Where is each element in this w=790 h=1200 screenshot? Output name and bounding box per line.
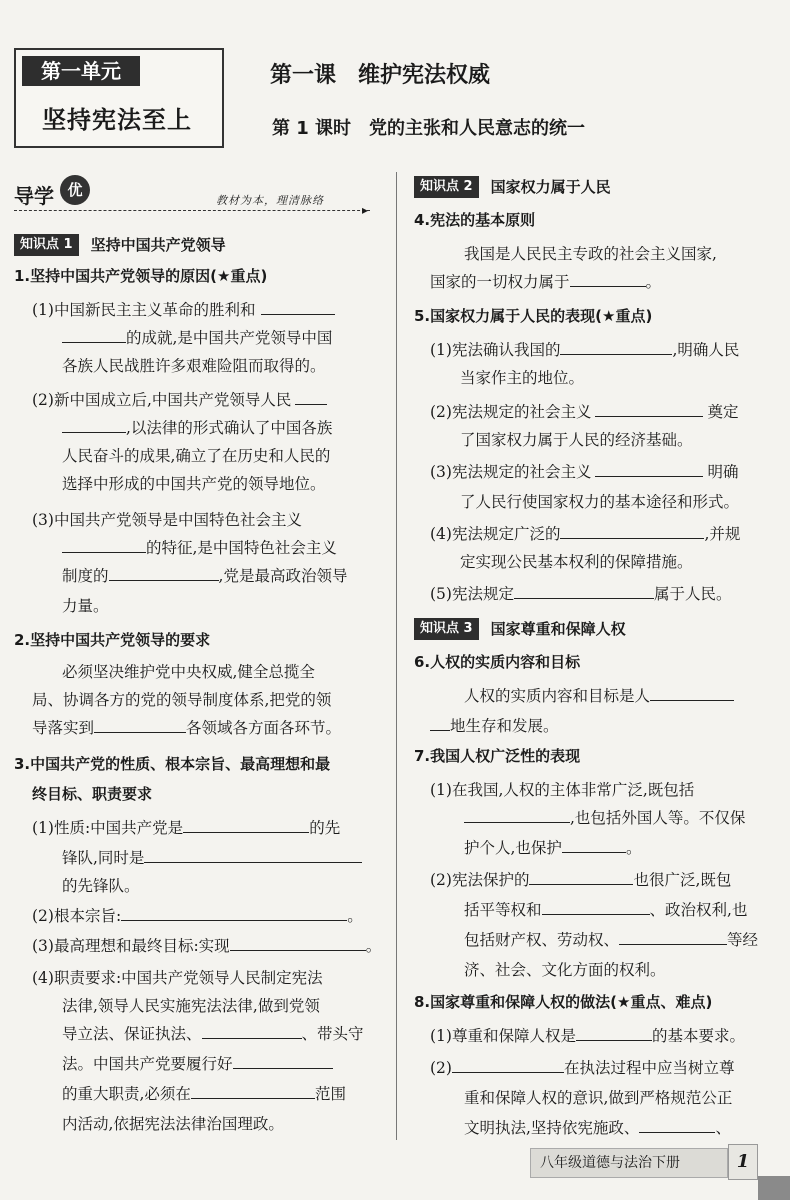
heading-2: 2.坚持中国共产党领导的要求 <box>14 631 211 649</box>
text-line: 力量。 <box>62 597 109 615</box>
fill-blank[interactable] <box>109 564 219 581</box>
fill-blank[interactable] <box>452 1056 564 1073</box>
fill-blank[interactable] <box>560 522 704 539</box>
fill-blank[interactable] <box>191 1082 315 1099</box>
text-line: 了人民行使国家权力的基本途径和形式。 <box>460 493 740 511</box>
text-line: (2)新中国成立后,中国共产党领导人民 <box>32 388 327 412</box>
unit-box <box>14 48 224 148</box>
heading-8: 8.国家尊重和保障人权的做法(★重点、难点) <box>414 993 713 1011</box>
book-title: 八年级道德与法治下册 <box>540 1155 680 1171</box>
fill-blank[interactable] <box>570 270 646 287</box>
text-line: (3)宪法规定的社会主义 明确 <box>430 460 738 484</box>
text-line: 的特征,是中国特色社会主义 <box>62 536 337 560</box>
text-line: 法律,领导人民实施宪法法律,做到党领 <box>62 997 320 1015</box>
text-line: (2)宪法保护的 也很广泛,既包 <box>430 868 731 892</box>
fill-blank[interactable] <box>514 582 654 599</box>
text-line: (2) 在执法过程中应当树立尊 <box>430 1056 734 1080</box>
text-line: 内活动,依据宪法法律治国理政。 <box>62 1115 284 1133</box>
text-line: 各族人民战胜许多艰难险阻而取得的。 <box>62 357 326 375</box>
heading-6: 6.人权的实质内容和目标 <box>414 653 581 671</box>
guide-slogan: 教材为本，理清脉络 <box>216 194 324 207</box>
fill-blank[interactable] <box>576 1024 652 1041</box>
lesson-title: 第一课 维护宪法权威 <box>270 63 491 88</box>
text-line: (1)宪法确认我国的 ,明确人民 <box>430 338 739 362</box>
text-line: 了国家权力属于人民的经济基础。 <box>460 431 693 449</box>
text-line: (3)中国共产党领导是中国特色社会主义 <box>32 511 302 529</box>
unit-title: 坚持宪法至上 <box>42 106 192 134</box>
fill-blank[interactable] <box>529 868 633 885</box>
fill-blank[interactable] <box>650 684 734 701</box>
text-line: (4)职责要求:中国共产党领导人民制定宪法 <box>32 969 323 987</box>
text-line: 我国是人民民主专政的社会主义国家, <box>464 245 717 263</box>
page-number: 1 <box>728 1144 758 1180</box>
fill-blank[interactable] <box>233 1052 333 1069</box>
text-line: 文明执法,坚持依宪施政、 、 <box>464 1116 731 1140</box>
fill-blank[interactable] <box>202 1022 302 1039</box>
text-line: 定实现公民基本权利的保障措施。 <box>460 553 693 571</box>
fill-blank[interactable] <box>619 928 727 945</box>
knowledge-point-3 <box>414 618 626 640</box>
text-line: 局、协调各方的党的领导制度体系,把党的领 <box>32 691 332 709</box>
text-line: 导落实到 各领域各方面各环节。 <box>32 716 341 740</box>
unit-label: 第一单元 <box>22 56 140 86</box>
text-line: 济、社会、文化方面的权利。 <box>464 961 666 979</box>
fill-blank[interactable] <box>230 934 366 951</box>
text-line: (2)根本宗旨: 。 <box>32 904 363 928</box>
fill-blank[interactable] <box>62 326 126 343</box>
text-line: (1)中国新民主主义革命的胜利和 <box>32 298 335 322</box>
kp-name: 国家尊重和保障人权 <box>490 620 626 638</box>
text-line: 选择中形成的中国共产党的领导地位。 <box>62 475 326 493</box>
fill-blank[interactable] <box>295 388 327 405</box>
kp-tag: 知识点 2 <box>414 176 479 198</box>
fill-blank[interactable] <box>562 836 626 853</box>
text-line: (1)尊重和保障人权是 的基本要求。 <box>430 1024 745 1048</box>
text-line: 导立法、保证执法、 、带头守 <box>62 1022 364 1046</box>
guide-badge: 优 <box>60 175 90 205</box>
heading-1: 1.坚持中国共产党领导的原因(★重点) <box>14 267 268 285</box>
guide-divider <box>14 210 370 211</box>
text-line: 法。中国共产党要履行好 <box>62 1052 333 1076</box>
text-line: 制度的 ,党是最高政治领导 <box>62 564 347 588</box>
fill-blank[interactable] <box>183 816 309 833</box>
text-line: (2)宪法规定的社会主义 奠定 <box>430 400 738 424</box>
heading-5: 5.国家权力属于人民的表现(★重点) <box>414 307 653 325</box>
text-line: 护个人,也保护 。 <box>464 836 641 860</box>
fill-blank[interactable] <box>464 806 570 823</box>
text-line: 的重大职责,必须在 范围 <box>62 1082 346 1106</box>
knowledge-point-2 <box>414 176 611 198</box>
text-line: (4)宪法规定广泛的 ,并规 <box>430 522 740 546</box>
text-line: 重和保障人权的意识,做到严格规范公正 <box>464 1089 733 1107</box>
heading-3-cont: 终目标、职责要求 <box>32 785 153 803</box>
heading-7: 7.我国人权广泛性的表现 <box>414 747 581 765</box>
text-line: (5)宪法规定 属于人民。 <box>430 582 731 606</box>
knowledge-point-1 <box>14 234 226 256</box>
period-title: 第 1 课时 党的主张和人民意志的统一 <box>272 118 586 139</box>
text-line: (1)在我国,人权的主体非常广泛,既包括 <box>430 781 695 799</box>
text-line: 的成就,是中国共产党领导中国 <box>62 326 332 350</box>
text-line: 人权的实质内容和目标是人 <box>464 684 734 708</box>
corner-tab <box>758 1176 790 1200</box>
fill-blank[interactable] <box>560 338 672 355</box>
kp-tag: 知识点 1 <box>14 234 79 256</box>
fill-blank[interactable] <box>430 714 450 731</box>
text-line: 人民奋斗的成果,确立了在历史和人民的 <box>62 447 331 465</box>
fill-blank[interactable] <box>144 846 362 863</box>
fill-blank[interactable] <box>121 904 347 921</box>
text-line: 的先锋队。 <box>62 877 140 895</box>
fill-blank[interactable] <box>542 898 650 915</box>
text-line: ,以法律的形式确认了中国各族 <box>62 416 332 440</box>
kp-name: 坚持中国共产党领导 <box>90 236 226 254</box>
text-line: ,也包括外国人等。不仅保 <box>464 806 745 830</box>
guide-label: 导学 <box>14 184 54 208</box>
heading-4: 4.宪法的基本原则 <box>414 211 536 229</box>
fill-blank[interactable] <box>595 400 703 417</box>
column-divider <box>396 172 397 1140</box>
text-line: 括平等权和 、政治权利,也 <box>464 898 747 922</box>
text-line: 地生存和发展。 <box>430 714 559 738</box>
text-line: 包括财产权、劳动权、 等经 <box>464 928 758 952</box>
kp-tag: 知识点 3 <box>414 618 479 640</box>
fill-blank[interactable] <box>62 536 146 553</box>
fill-blank[interactable] <box>595 460 703 477</box>
text-line: 国家的一切权力属于 。 <box>430 270 661 294</box>
fill-blank[interactable] <box>94 716 186 733</box>
fill-blank[interactable] <box>261 298 335 315</box>
fill-blank[interactable] <box>639 1116 715 1133</box>
text-line: 锋队,同时是 <box>62 846 362 870</box>
kp-name: 国家权力属于人民 <box>490 178 611 196</box>
heading-3: 3.中国共产党的性质、根本宗旨、最高理想和最 <box>14 755 331 773</box>
text-line: (1)性质:中国共产党是 的先 <box>32 816 340 840</box>
text-line: 必须坚决维护党中央权威,健全总揽全 <box>62 663 315 681</box>
fill-blank[interactable] <box>62 416 126 433</box>
text-line: (3)最高理想和最终目标:实现 。 <box>32 934 381 958</box>
text-line: 当家作主的地位。 <box>460 369 585 387</box>
arrow-right-icon: ▸ <box>362 203 369 217</box>
